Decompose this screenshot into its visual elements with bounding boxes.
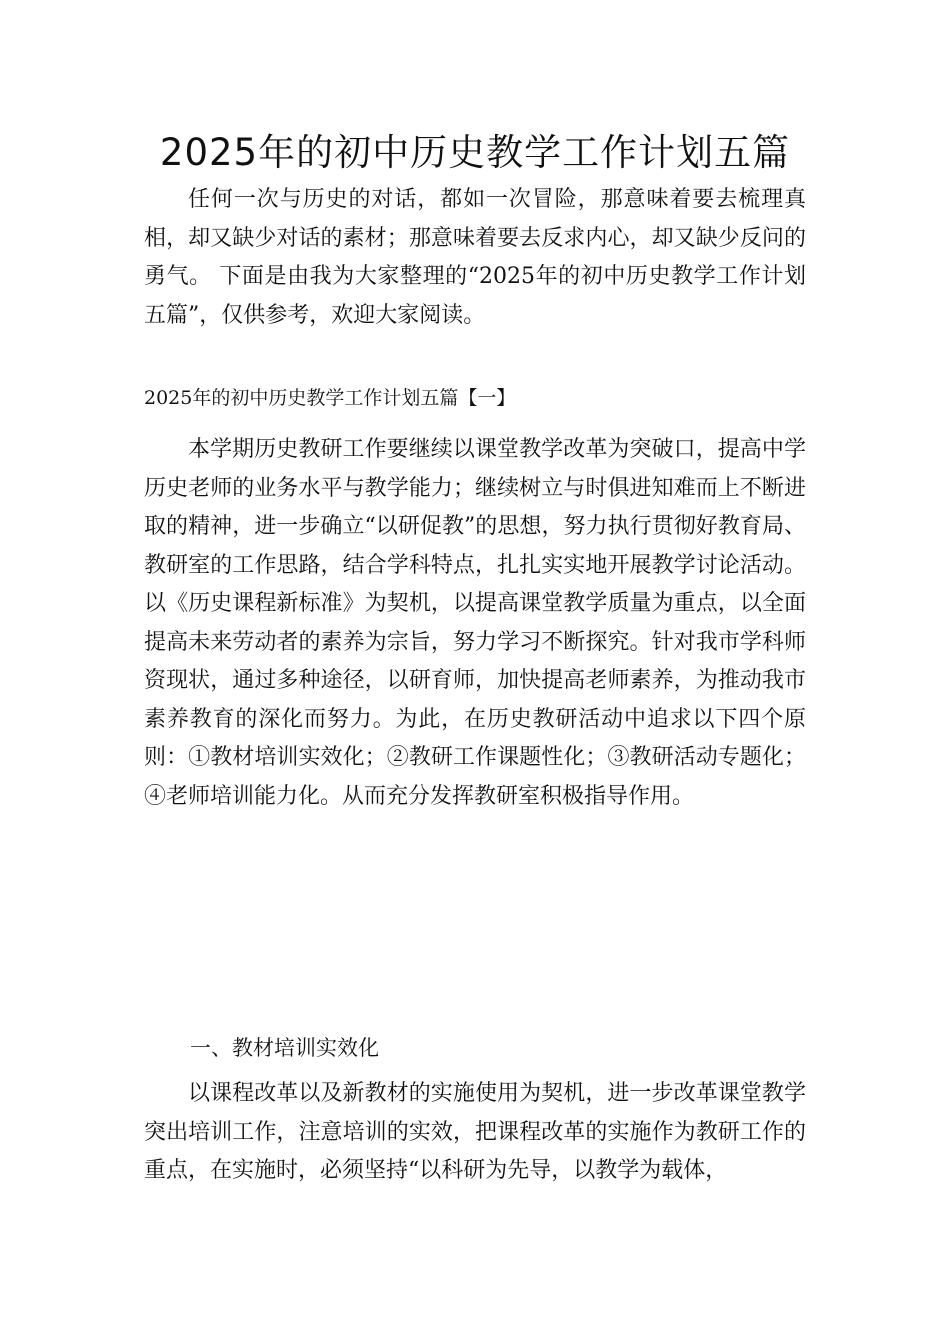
- section-heading: 2025年的初中历史教学工作计划五篇【一】: [144, 387, 516, 409]
- document-title: 2025年的初中历史教学工作计划五篇: [159, 131, 791, 174]
- body-paragraph-2: 以课程改革以及新教材的实施使用为契机，进一步改革课堂教学突出培训工作，注意培训的实效，把课程改革的实施作为教研工作的重点，在实施时，必须坚持“以科研为先导，以教学为载体，: [144, 1081, 806, 1183]
- intro-paragraph: 任何一次与历史的对话，都如一次冒险，那意味着要去梳理真相，却又缺少对话的素材；那意味着要去反求内心，却又缺少反问的勇气。 下面是由我为大家整理的“2025年的初中历史教学工作计划五篇”，仅供参考，欢迎大家阅读。: [144, 187, 806, 328]
- body-paragraph-1: 本学期历史教研工作要继续以课堂教学改革为突破口，提高中学历史老师的业务水平与教学能力；继续树立与时俱进知难而上不断进取的精神，进一步确立“以研促教”的思想，努力执行贯彻好教育局、教研室的工作思路，结合学科特点，扎扎实实地开展教学讨论活动。以《历史课程新标准》为契机，以提高课堂教学质量为重点，以全面提高未来劳动者的素养为宗旨，努力学习不断探究。针对我市学科师资现状，通过多种途径，以研育师，加快提高老师素养，为推动我市素养教育的深化而努力。为此，在历史教研活动中追求以下四个原则：①教材培训实效化；②教研工作课题性化；③教研活动专题化；④老师培训能力化。从而充分发挥教研室积极指导作用。: [144, 437, 806, 809]
- subheading-teaching-material-training: 一、教材培训实效化: [190, 1036, 379, 1060]
